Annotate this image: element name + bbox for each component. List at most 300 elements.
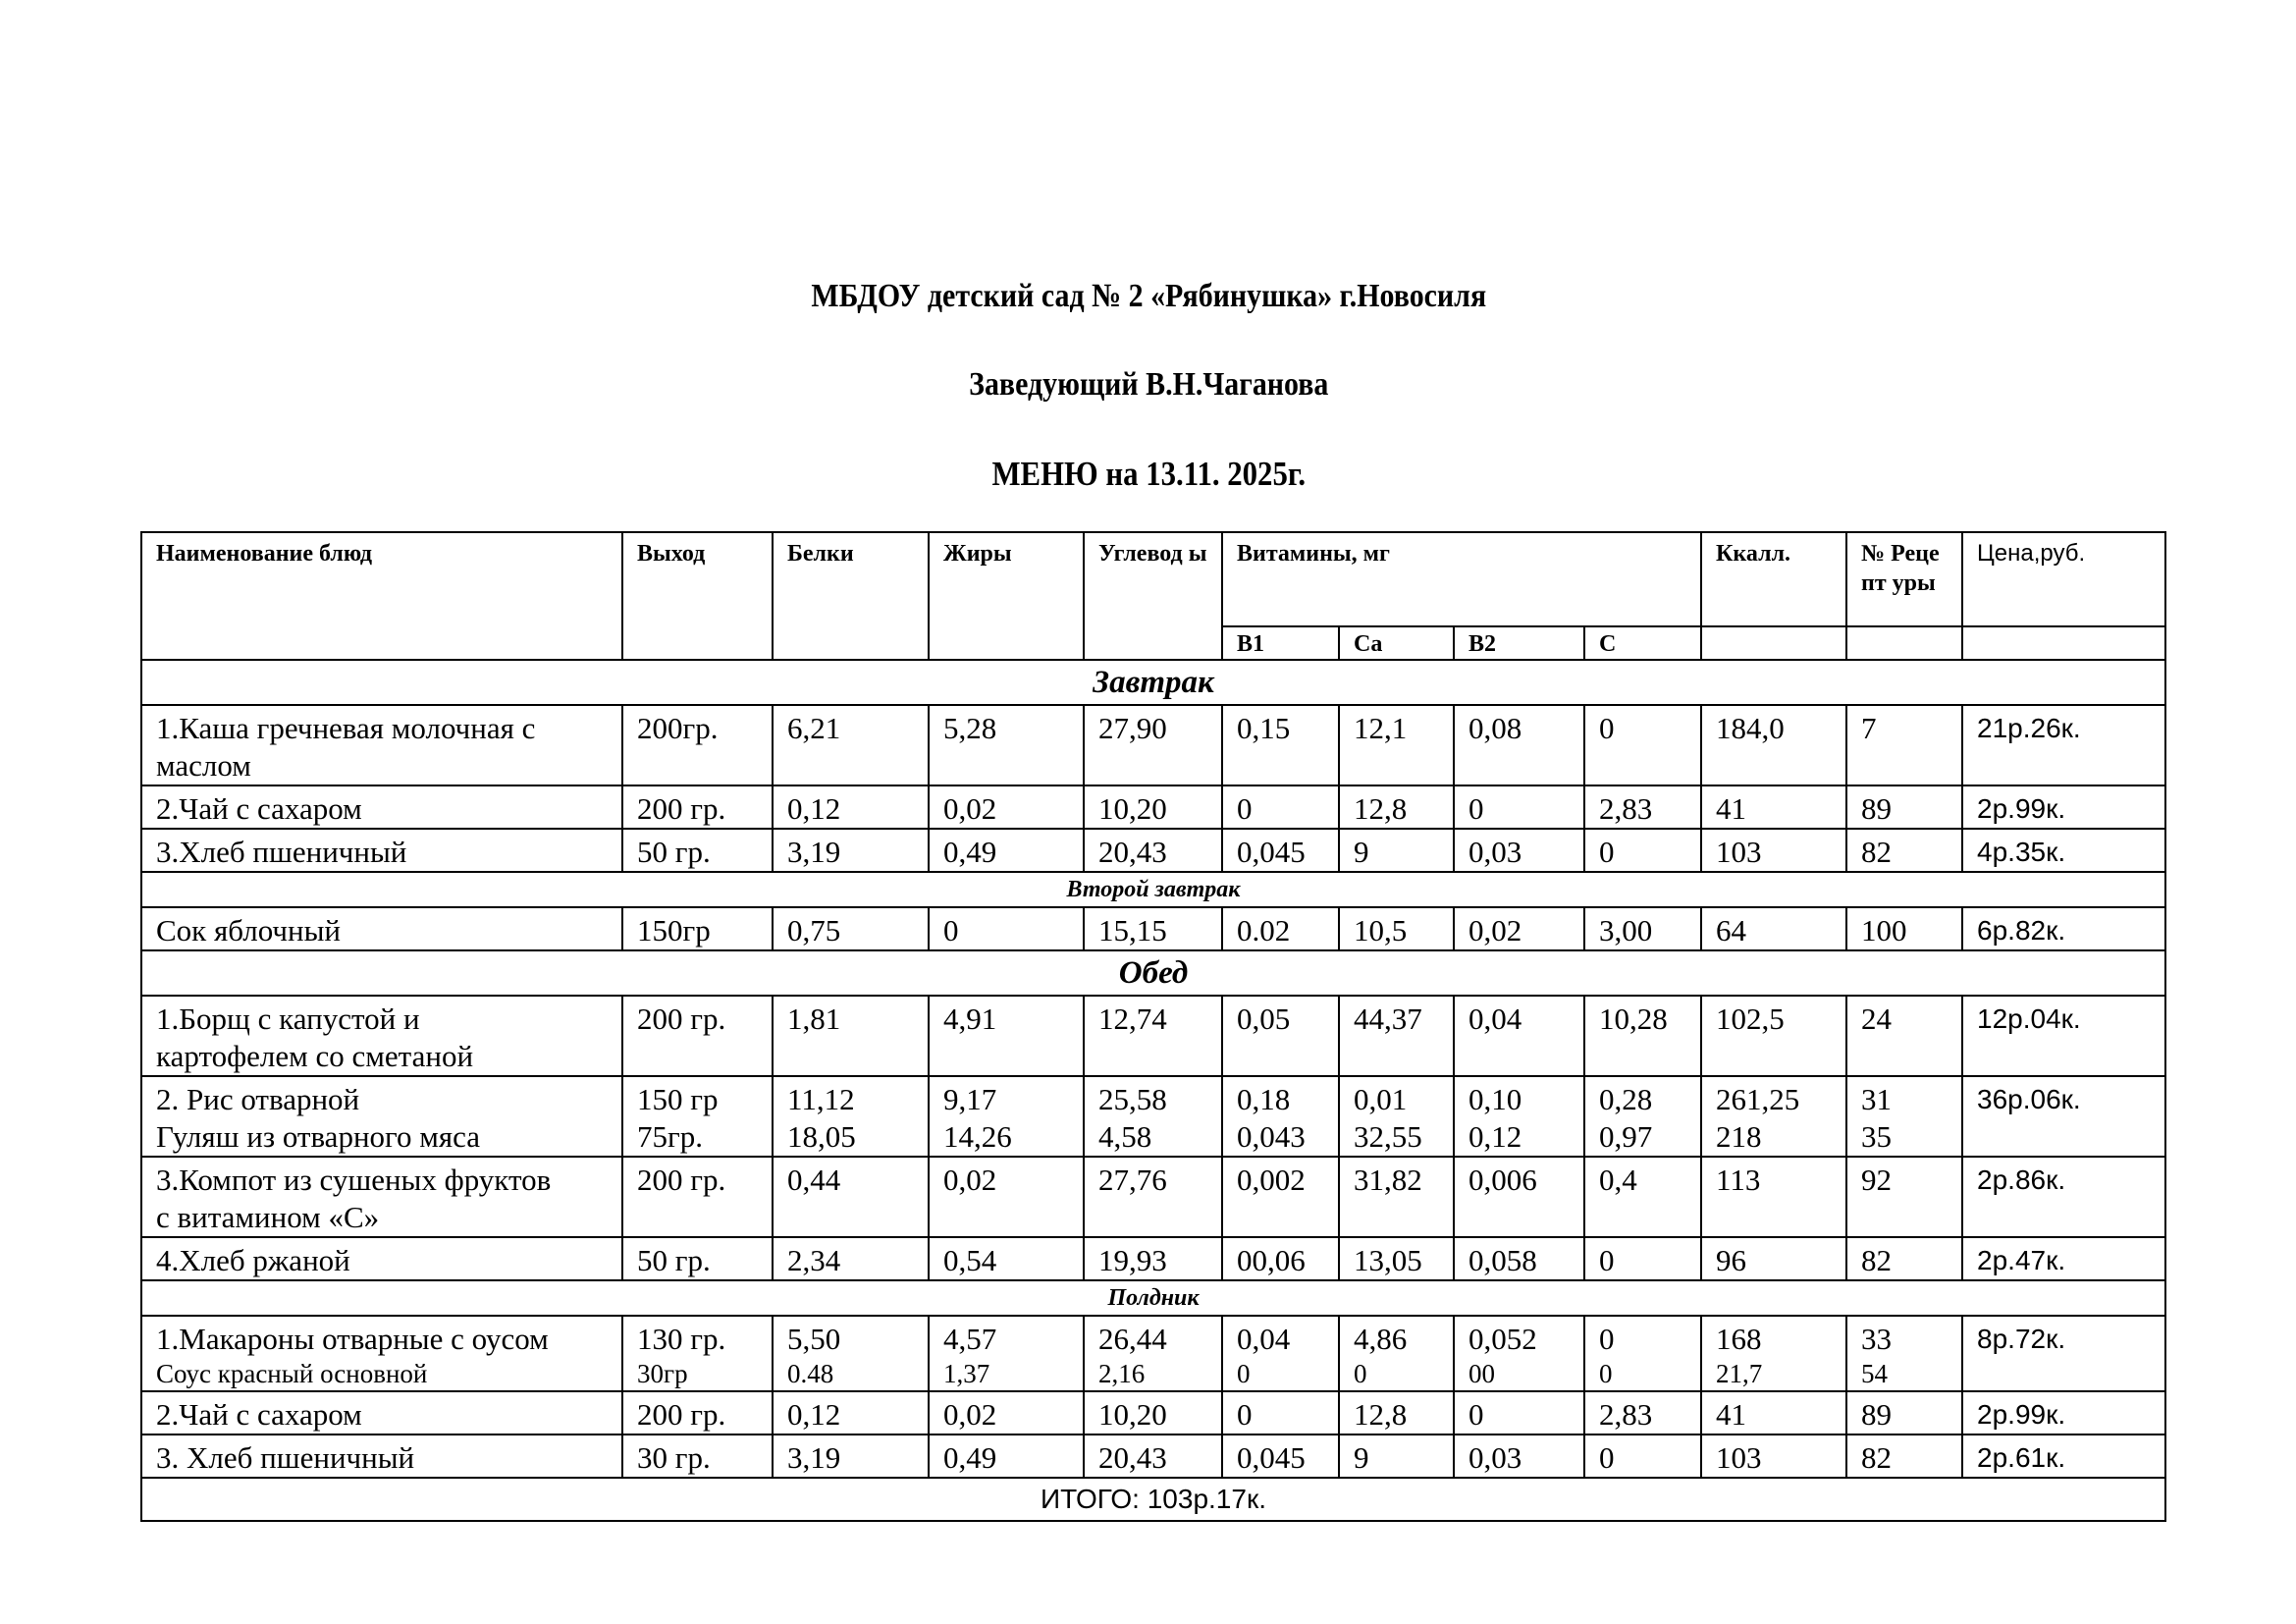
cell-price: 21р.26к.: [1962, 705, 2165, 785]
cell-line: 7: [1861, 711, 1877, 745]
cell-recipe: [1846, 1237, 1962, 1280]
menu-date-title: МЕНЮ на 13.11. 2025г.: [991, 455, 1307, 493]
cell-price: 2р.86к.: [1962, 1157, 2165, 1237]
cell-line: 0: [1599, 1243, 1615, 1277]
cell-name: [141, 1237, 622, 1280]
cell-line: с витамином «С»: [156, 1200, 380, 1234]
cell-ca: [1339, 907, 1454, 950]
cell-line: 20,43: [1098, 1440, 1167, 1475]
cell-line: 18,05: [787, 1119, 856, 1154]
cell-ca: [1339, 1435, 1454, 1478]
section-row: [141, 1280, 2165, 1316]
cell-fat: [929, 829, 1084, 872]
cell-line: 102,5: [1716, 1001, 1785, 1036]
cell-line: 3,00: [1599, 913, 1653, 947]
dish-row: [141, 829, 2165, 872]
cell-line: 150 гр: [637, 1082, 719, 1116]
cell-name: [141, 1076, 622, 1157]
cell-line: 0,18: [1237, 1082, 1291, 1116]
cell-carbs: [1084, 1316, 1222, 1391]
cell-price: 6р.82к.: [1962, 907, 2165, 950]
cell-fat: [929, 996, 1084, 1076]
cell-line: 0,045: [1237, 1440, 1306, 1475]
cell-line: 0,75: [787, 913, 841, 947]
cell-line: 4,57: [943, 1322, 997, 1356]
cell-line: 0: [1237, 1397, 1253, 1432]
col-header-fat: Жиры: [929, 532, 1084, 660]
dish-row: [141, 1391, 2165, 1435]
cell-b1: [1222, 1391, 1339, 1435]
cell-line: 30 гр.: [637, 1440, 711, 1475]
cell-c: [1584, 1391, 1701, 1435]
cell-c: [1584, 1435, 1701, 1478]
organization-title: МБДОУ детский сад № 2 «Рябинушка» г.Новосиля: [811, 278, 1487, 314]
menu-body: [141, 660, 2165, 1478]
cell-recipe: [1846, 785, 1962, 829]
dish-row: [141, 785, 2165, 829]
cell-line: 35: [1861, 1119, 1893, 1154]
cell-name: [141, 996, 622, 1076]
cell-b1: [1222, 1316, 1339, 1391]
cell-kcal: [1701, 1391, 1846, 1435]
cell-line: 0,97: [1599, 1119, 1653, 1154]
cell-kcal: [1701, 1076, 1846, 1157]
cell-line: 0,02: [943, 791, 997, 826]
cell-yield: [622, 996, 773, 1076]
cell-line: 33: [1861, 1322, 1893, 1356]
cell-line: 50 гр.: [637, 835, 711, 869]
cell-line: 0,02: [1468, 913, 1522, 947]
cell-kcal: [1701, 1237, 1846, 1280]
cell-protein: [773, 705, 929, 785]
cell-line: 2,83: [1599, 791, 1653, 826]
cell-line: 5,50: [787, 1322, 841, 1356]
cell-name: [141, 785, 622, 829]
cell-b1: [1222, 705, 1339, 785]
cell-c: [1584, 996, 1701, 1076]
cell-carbs: [1084, 785, 1222, 829]
cell-line: 92: [1861, 1163, 1893, 1197]
cell-b2: [1454, 907, 1584, 950]
cell-line: 89: [1861, 791, 1893, 826]
cell-line: 0,10: [1468, 1082, 1522, 1116]
cell-line: 2,83: [1599, 1397, 1653, 1432]
cell-line: 0,01: [1354, 1082, 1408, 1116]
cell-carbs: [1084, 705, 1222, 785]
cell-carbs: [1084, 1391, 1222, 1435]
cell-line: 00: [1468, 1359, 1495, 1388]
cell-line: 10,5: [1354, 913, 1408, 947]
cell-carbs: [1084, 829, 1222, 872]
cell-line: 3. Хлеб пшеничный: [156, 1440, 415, 1475]
cell-b2: [1454, 705, 1584, 785]
cell-line: 41: [1716, 791, 1747, 826]
cell-line: 0,02: [943, 1163, 997, 1197]
cell-ca: [1339, 1391, 1454, 1435]
cell-line: маслом: [156, 748, 251, 783]
dish-row: [141, 1316, 2165, 1391]
dish-row: [141, 996, 2165, 1076]
cell-fat: [929, 1157, 1084, 1237]
cell-price: 2р.99к.: [1962, 1391, 2165, 1435]
cell-line: 10,28: [1599, 1001, 1668, 1036]
cell-line: 0,04: [1468, 1001, 1522, 1036]
cell-line: 75гр.: [637, 1119, 703, 1154]
col-header-yield: Выход: [622, 532, 773, 660]
cell-line: 261,25: [1716, 1082, 1800, 1116]
cell-carbs: [1084, 1435, 1222, 1478]
cell-line: 13,05: [1354, 1243, 1422, 1277]
cell-line: 2.Чай с сахаром: [156, 1397, 362, 1432]
cell-line: 0: [1468, 1397, 1484, 1432]
cell-price: 2р.61к.: [1962, 1435, 2165, 1478]
cell-line: 2,34: [787, 1243, 841, 1277]
cell-line: 12,8: [1354, 1397, 1408, 1432]
cell-b1: [1222, 1157, 1339, 1237]
cell-line: 0,12: [1468, 1119, 1522, 1154]
cell-ca: [1339, 996, 1454, 1076]
cell-line: Гуляш из отварного мяса: [156, 1119, 480, 1154]
total-row: [141, 1478, 2165, 1521]
cell-protein: [773, 1157, 929, 1237]
cell-line: 4,86: [1354, 1322, 1408, 1356]
total-price: ИТОГО: 103р.17к.: [141, 1478, 2165, 1521]
cell-line: 0,043: [1237, 1119, 1306, 1154]
cell-line: 12,1: [1354, 711, 1408, 745]
cell-b2: [1454, 1076, 1584, 1157]
cell-line: Сок яблочный: [156, 913, 342, 947]
cell-line: 21,7: [1716, 1359, 1763, 1388]
cell-line: 0,12: [787, 1397, 841, 1432]
cell-ca: [1339, 705, 1454, 785]
cell-name: [141, 705, 622, 785]
cell-line: 0,058: [1468, 1243, 1537, 1277]
cell-line: 0,28: [1599, 1082, 1653, 1116]
cell-protein: [773, 1316, 929, 1391]
cell-fat: [929, 907, 1084, 950]
cell-line: 9,17: [943, 1082, 997, 1116]
cell-kcal: [1701, 996, 1846, 1076]
cell-fat: [929, 1237, 1084, 1280]
cell-yield: [622, 1391, 773, 1435]
cell-price: 4р.35к.: [1962, 829, 2165, 872]
cell-line: 113: [1716, 1163, 1761, 1197]
cell-line: 26,44: [1098, 1322, 1167, 1356]
col-header-recipe-blank: [1846, 626, 1962, 660]
cell-line: 0.02: [1237, 913, 1291, 947]
cell-protein: [773, 907, 929, 950]
cell-name: [141, 1157, 622, 1237]
cell-b1: [1222, 785, 1339, 829]
cell-b1: [1222, 1076, 1339, 1157]
cell-ca: [1339, 785, 1454, 829]
cell-line: 0: [1599, 1322, 1615, 1356]
cell-line: 82: [1861, 1440, 1893, 1475]
cell-line: 14,26: [943, 1119, 1012, 1154]
cell-line: 0,12: [787, 791, 841, 826]
cell-line: 64: [1716, 913, 1747, 947]
section-title: Полдник: [141, 1280, 2165, 1316]
cell-line: 11,12: [787, 1082, 855, 1116]
cell-protein: [773, 1391, 929, 1435]
cell-kcal: [1701, 907, 1846, 950]
cell-line: 130 гр.: [637, 1322, 726, 1356]
cell-line: 4.Хлеб ржаной: [156, 1243, 350, 1277]
cell-c: [1584, 1316, 1701, 1391]
cell-line: 0: [1599, 1359, 1613, 1388]
cell-carbs: [1084, 1237, 1222, 1280]
cell-protein: [773, 1237, 929, 1280]
cell-line: 0,44: [787, 1163, 841, 1197]
cell-line: 9: [1354, 1440, 1369, 1475]
dish-row: [141, 1076, 2165, 1157]
cell-recipe: [1846, 829, 1962, 872]
cell-price: 12р.04к.: [1962, 996, 2165, 1076]
cell-line: 200 гр.: [637, 791, 726, 826]
col-header-recipe: № Рецепт уры: [1846, 532, 1962, 626]
cell-line: 0.48: [787, 1359, 834, 1388]
cell-b2: [1454, 1237, 1584, 1280]
cell-line: 218: [1716, 1119, 1762, 1154]
cell-ca: [1339, 1316, 1454, 1391]
col-header-price-blank: [1962, 626, 2165, 660]
cell-line: 168: [1716, 1322, 1762, 1356]
cell-fat: [929, 1391, 1084, 1435]
cell-b2: [1454, 829, 1584, 872]
cell-line: 200гр.: [637, 711, 719, 745]
cell-line: 89: [1861, 1397, 1893, 1432]
cell-name: [141, 907, 622, 950]
cell-line: 27,90: [1098, 711, 1167, 745]
cell-c: [1584, 907, 1701, 950]
cell-yield: [622, 1237, 773, 1280]
cell-line: 0: [1599, 835, 1615, 869]
cell-price: 2р.47к.: [1962, 1237, 2165, 1280]
cell-line: 0,04: [1237, 1322, 1291, 1356]
cell-recipe: [1846, 705, 1962, 785]
cell-recipe: [1846, 907, 1962, 950]
cell-price: 36р.06к.: [1962, 1076, 2165, 1157]
cell-fat: [929, 785, 1084, 829]
cell-protein: [773, 1435, 929, 1478]
cell-line: 4,91: [943, 1001, 997, 1036]
cell-c: [1584, 1237, 1701, 1280]
cell-line: 0,045: [1237, 835, 1306, 869]
col-header-b1: B1: [1222, 626, 1339, 660]
cell-line: 0: [1599, 1440, 1615, 1475]
cell-line: 10,20: [1098, 791, 1167, 826]
cell-kcal: [1701, 1435, 1846, 1478]
cell-b2: [1454, 996, 1584, 1076]
cell-line: 9: [1354, 835, 1369, 869]
cell-line: 12,8: [1354, 791, 1408, 826]
cell-protein: [773, 1076, 929, 1157]
cell-line: 10,20: [1098, 1397, 1167, 1432]
cell-line: 103: [1716, 835, 1762, 869]
cell-line: 103: [1716, 1440, 1762, 1475]
col-header-kcal: Ккалл.: [1701, 532, 1846, 626]
section-title: Обед: [141, 950, 2165, 996]
cell-line: 3.Компот из сушеных фруктов: [156, 1163, 552, 1197]
cell-line: 0,15: [1237, 711, 1291, 745]
cell-fat: [929, 705, 1084, 785]
cell-line: 15,15: [1098, 913, 1167, 947]
cell-line: 200 гр.: [637, 1397, 726, 1432]
cell-protein: [773, 829, 929, 872]
cell-line: 0,54: [943, 1243, 997, 1277]
col-header-kcal-blank: [1701, 626, 1846, 660]
cell-c: [1584, 785, 1701, 829]
cell-price: 8р.72к.: [1962, 1316, 2165, 1391]
cell-line: 0: [943, 913, 959, 947]
dish-row: [141, 907, 2165, 950]
cell-line: 0: [1468, 791, 1484, 826]
cell-line: 0,03: [1468, 835, 1522, 869]
cell-line: 44,37: [1354, 1001, 1422, 1036]
cell-carbs: [1084, 996, 1222, 1076]
cell-line: 0: [1237, 1359, 1251, 1388]
cell-b2: [1454, 1316, 1584, 1391]
cell-kcal: [1701, 1157, 1846, 1237]
cell-name: [141, 1435, 622, 1478]
cell-protein: [773, 785, 929, 829]
director-line: Заведующий В.Н.Чаганова: [969, 366, 1329, 403]
cell-line: картофелем со сметаной: [156, 1039, 474, 1073]
col-header-carbs: Углевод ы: [1084, 532, 1222, 660]
col-header-protein: Белки: [773, 532, 929, 660]
cell-line: 27,76: [1098, 1163, 1167, 1197]
cell-line: 0: [1354, 1359, 1367, 1388]
cell-b1: [1222, 996, 1339, 1076]
cell-recipe: [1846, 1435, 1962, 1478]
cell-line: 0,006: [1468, 1163, 1537, 1197]
cell-ca: [1339, 1157, 1454, 1237]
cell-line: 1,37: [943, 1359, 990, 1388]
cell-yield: [622, 1435, 773, 1478]
cell-ca: [1339, 1237, 1454, 1280]
cell-line: 3,19: [787, 1440, 841, 1475]
cell-b2: [1454, 785, 1584, 829]
cell-name: [141, 1391, 622, 1435]
cell-ca: [1339, 1076, 1454, 1157]
cell-b2: [1454, 1157, 1584, 1237]
cell-line: 150гр: [637, 913, 711, 947]
cell-line: 1,81: [787, 1001, 841, 1036]
cell-line: 1.Каша гречневая молочная с: [156, 711, 536, 745]
cell-carbs: [1084, 1157, 1222, 1237]
cell-yield: [622, 1076, 773, 1157]
cell-carbs: [1084, 907, 1222, 950]
cell-line: 19,93: [1098, 1243, 1167, 1277]
cell-line: 12,74: [1098, 1001, 1167, 1036]
cell-line: 2.Чай с сахаром: [156, 791, 362, 826]
section-title: Завтрак: [141, 660, 2165, 705]
cell-line: 96: [1716, 1243, 1747, 1277]
cell-line: 25,58: [1098, 1082, 1167, 1116]
cell-kcal: [1701, 785, 1846, 829]
cell-line: 4,58: [1098, 1119, 1152, 1154]
cell-c: [1584, 1157, 1701, 1237]
cell-yield: [622, 705, 773, 785]
cell-recipe: [1846, 1391, 1962, 1435]
cell-line: 1.Макароны отварные с оусом: [156, 1322, 549, 1356]
cell-recipe: [1846, 996, 1962, 1076]
cell-line: 0,49: [943, 1440, 997, 1475]
cell-line: 0,05: [1237, 1001, 1291, 1036]
cell-line: 3,19: [787, 835, 841, 869]
cell-line: 31: [1861, 1082, 1893, 1116]
cell-line: 0,49: [943, 835, 997, 869]
cell-line: 0,02: [943, 1397, 997, 1432]
cell-name: [141, 829, 622, 872]
section-row: [141, 950, 2165, 996]
cell-line: 82: [1861, 835, 1893, 869]
cell-line: 0: [1237, 791, 1253, 826]
cell-line: 20,43: [1098, 835, 1167, 869]
cell-line: Соус красный основной: [156, 1359, 428, 1388]
cell-name: [141, 1316, 622, 1391]
cell-recipe: [1846, 1076, 1962, 1157]
cell-line: 82: [1861, 1243, 1893, 1277]
menu-table: [140, 531, 2166, 1522]
cell-line: 0,002: [1237, 1163, 1306, 1197]
col-header-price: Цена,руб.: [1962, 532, 2165, 626]
cell-yield: [622, 785, 773, 829]
cell-line: 100: [1861, 913, 1907, 947]
cell-fat: [929, 1076, 1084, 1157]
dish-row: [141, 1237, 2165, 1280]
cell-line: 2. Рис отварной: [156, 1082, 360, 1116]
cell-kcal: [1701, 829, 1846, 872]
cell-line: 3.Хлеб пшеничный: [156, 835, 407, 869]
cell-line: 00,06: [1237, 1243, 1306, 1277]
cell-yield: [622, 907, 773, 950]
cell-line: 31,82: [1354, 1163, 1422, 1197]
cell-line: 2,16: [1098, 1359, 1146, 1388]
cell-b1: [1222, 1435, 1339, 1478]
cell-yield: [622, 829, 773, 872]
cell-line: 0: [1599, 711, 1615, 745]
dish-row: [141, 1435, 2165, 1478]
cell-fat: [929, 1316, 1084, 1391]
cell-line: 200 гр.: [637, 1001, 726, 1036]
cell-line: 50 гр.: [637, 1243, 711, 1277]
section-row: [141, 872, 2165, 907]
cell-ca: [1339, 829, 1454, 872]
section-title: Второй завтрак: [141, 872, 2165, 907]
cell-line: 184,0: [1716, 711, 1785, 745]
cell-line: 30гр: [637, 1359, 688, 1388]
dish-row: [141, 1157, 2165, 1237]
cell-line: 0,4: [1599, 1163, 1637, 1197]
header-row: [141, 532, 2165, 626]
cell-protein: [773, 996, 929, 1076]
cell-c: [1584, 705, 1701, 785]
cell-line: 5,28: [943, 711, 997, 745]
cell-yield: [622, 1316, 773, 1391]
col-header-b2: B2: [1454, 626, 1584, 660]
cell-b1: [1222, 1237, 1339, 1280]
cell-b2: [1454, 1391, 1584, 1435]
cell-line: 54: [1861, 1359, 1889, 1388]
col-header-vitamins: Витамины, мг: [1222, 532, 1701, 626]
cell-line: 1.Борщ с капустой и: [156, 1001, 420, 1036]
cell-line: 0,03: [1468, 1440, 1522, 1475]
cell-line: 200 гр.: [637, 1163, 726, 1197]
cell-line: 41: [1716, 1397, 1747, 1432]
cell-line: 32,55: [1354, 1119, 1422, 1154]
cell-yield: [622, 1157, 773, 1237]
